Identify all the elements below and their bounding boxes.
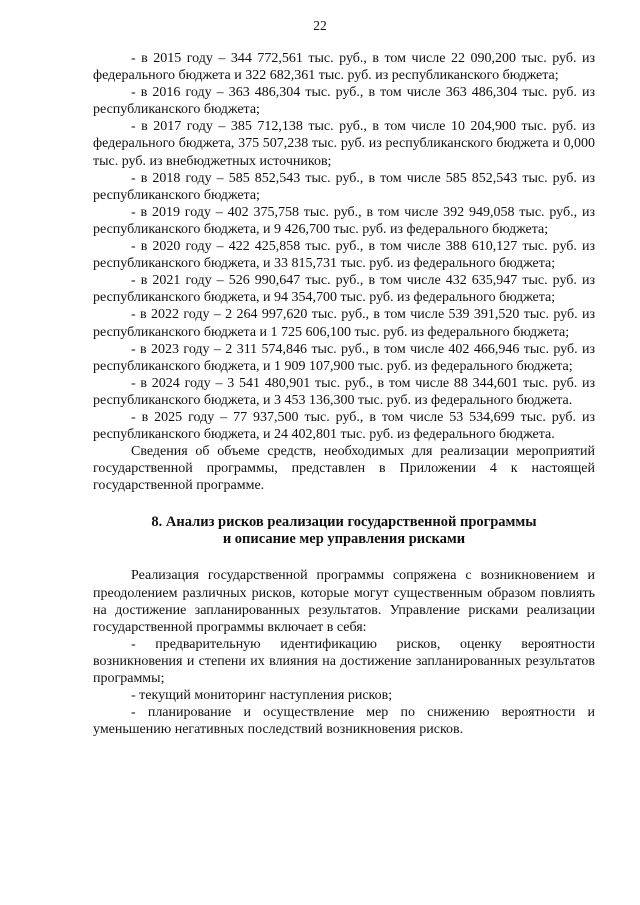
section-heading	[93, 514, 595, 547]
funding-item-2015: - в 2015 году – 344 772,561 тыс. руб., в том числе 22 090,200 тыс. руб. из федерального бюджета и 322 682,361 тыс. руб. из республиканского бюджета;	[93, 51, 595, 84]
funding-item-2018: - в 2018 году – 585 852,543 тыс. руб., в том числе 585 852,543 тыс. руб. из республиканского бюджета;	[93, 170, 595, 203]
risk-item-identification: - предварительную идентификацию рисков, оценку вероятности возникновения и степени их влияния на достижение запланированных результатов программы;	[93, 636, 595, 686]
risk-item-monitoring: - текущий мониторинг наступления рисков;	[131, 688, 393, 704]
funding-item-2020: - в 2020 году – 422 425,858 тыс. руб., в том числе 388 610,127 тыс. руб. из республиканского бюджета, и 33 815,731 тыс. руб. из федерального бюджета;	[93, 239, 595, 272]
section-heading-line-1: 8. Анализ рисков реализации государственной программы	[151, 514, 537, 531]
risk-item-mitigation: - планирование и осуществление мер по снижению вероятности и уменьшению негативных последствий возникновения рисков.	[93, 705, 595, 738]
page-number: 22	[313, 18, 327, 33]
funding-item-2016: - в 2016 году – 363 486,304 тыс. руб., в том числе 363 486,304 тыс. руб. из республиканского бюджета;	[93, 85, 595, 118]
funding-item-2024: - в 2024 году – 3 541 480,901 тыс. руб., в том числе 88 344,601 тыс. руб. из республиканского бюджета, и 3 453 136,300 тыс. руб. из федерального бюджета.	[93, 375, 595, 408]
funding-item-2022: - в 2022 году – 2 264 997,620 тыс. руб., в том числе 539 391,520 тыс. руб. из республиканского бюджета и 1 725 606,100 тыс. руб. из федерального бюджета;	[93, 307, 595, 340]
section-heading-line-2: и описание мер управления рисками	[222, 530, 466, 547]
funding-item-2017: - в 2017 году – 385 712,138 тыс. руб., в том числе 10 204,900 тыс. руб. из федерального бюджета, 375 507,238 тыс. руб. из республиканского бюджета и 0,000 тыс. руб. из внебюджетных источников;	[93, 119, 595, 169]
document-body	[93, 50, 595, 738]
funding-item-2023: - в 2023 году – 2 311 574,846 тыс. руб., в том числе 402 466,946 тыс. руб. из республиканского бюджета, и 1 909 107,900 тыс. руб. из федерального бюджета;	[93, 341, 595, 374]
funding-item-2025: - в 2025 году – 77 937,500 тыс. руб., в том числе 53 534,699 тыс. руб. из республиканского бюджета, и 24 402,801 тыс. руб. из федерального бюджета.	[93, 409, 595, 443]
risk-intro: Реализация государственной программы сопряжена с возникновением и преодолением различных рисков, которые могут существенным образом повлиять на достижение запланированных результатов. Управление рисками реализации государственной программы включает в себя:	[93, 568, 595, 635]
funding-item-2019: - в 2019 году – 402 375,758 тыс. руб., в том числе 392 949,058 тыс. руб., из республиканского бюджета, и 9 426,700 тыс. руб. из федерального бюджета;	[93, 204, 595, 237]
appendix-note: Сведения об объеме средств, необходимых для реализации мероприятий государственной программы, представлен в Приложении 4 к настоящей государственной программе.	[93, 444, 595, 494]
funding-item-2021: - в 2021 году – 526 990,647 тыс. руб., в том числе 432 635,947 тыс. руб. из республиканского бюджета, и 94 354,700 тыс. руб. из федерального бюджета;	[93, 273, 595, 306]
